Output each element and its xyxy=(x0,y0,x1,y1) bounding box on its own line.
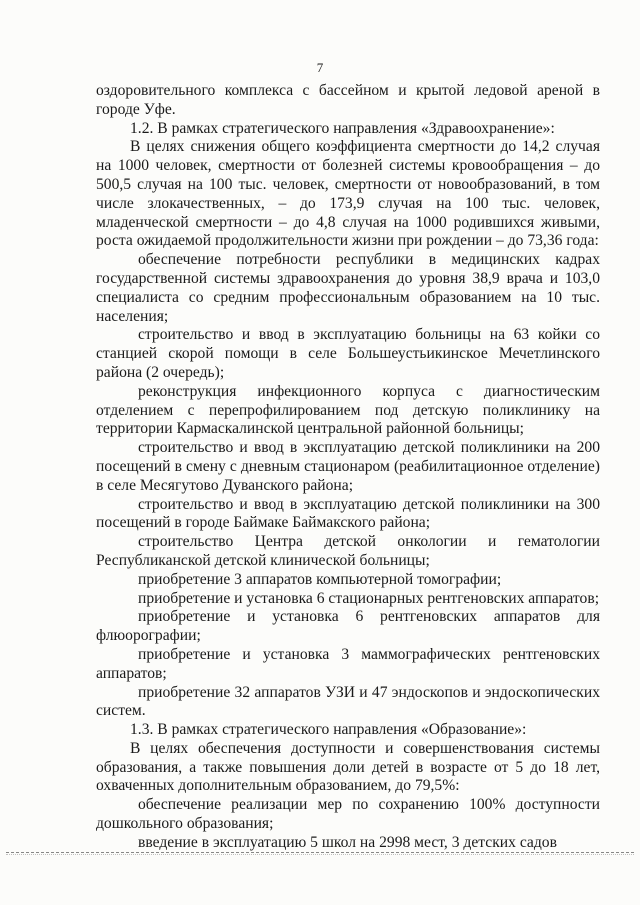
paragraph: В целях обеспечения доступности и совершенствования системы образования, а также повышения доли детей в возрасте от 5 до 18 лет, охваченных дополнительным образованием, до 79,5%: xyxy=(96,739,600,795)
list-item: введение в эксплуатацию 5 школ на 2998 мест, 3 детских садов xyxy=(138,833,557,851)
paragraph: В целях снижения общего коэффициента смертности до 14,2 случая на 1000 человек, смертности от болезней системы кровообращения – до 500,5 случая на 100 тыс. человек, смертности от новообразований, в том числе злокачественных, – до 173,9 случая на 100 тыс. человек, младенческой смертности – до 4,8 случая на 1000 родившихся живыми, роста ожидаемой продолжительности жизни при рождении – до 73,36 года: xyxy=(96,138,600,250)
list-item: строительство и ввод в эксплуатацию больницы на 63 койки со станцией скорой помощи в селе Большеустьикинское Мечетлинского района (2 очередь); xyxy=(96,326,600,381)
scan-edge-line xyxy=(6,852,634,853)
list-item: обеспечение реализации мер по сохранению 100% доступности дошкольного образования; xyxy=(96,796,600,833)
paragraph: оздоровительного комплекса с бассейном и крытой ледовой ареной в городе Уфе. xyxy=(96,82,600,118)
list-item: приобретение 32 аппаратов УЗИ и 47 эндоскопов и эндоскопических систем. xyxy=(96,683,600,720)
list-item: обеспечение потребности республики в медицинских кадрах государственной системы здравоохранения до уровня 38,9 врача и 103,0 специалиста со средним профессиональным образованием на 10 тыс. населения; xyxy=(96,251,600,325)
scan-edge-line xyxy=(6,854,634,855)
document-body xyxy=(96,82,600,853)
list-item: приобретение и установка 6 стационарных рентгеновских аппаратов; xyxy=(138,589,600,607)
list-item: реконструкция инфекционного корпуса с диагностическим отделением с перепрофилированием под детскую поликлинику на территории Кармаскалинской центральной районной больницы; xyxy=(96,382,600,438)
page-number: 7 xyxy=(316,60,324,75)
list-item: приобретение 3 аппаратов компьютерной томографии; xyxy=(138,570,502,588)
section-heading: 1.3. В рамках стратегического направления «Образование»: xyxy=(130,721,527,739)
section-heading: 1.2. В рамках стратегического направления «Здравоохранение»: xyxy=(130,119,555,137)
list-item: строительство Центра детской онкологии и гематологии Республиканской детской клинической больницы; xyxy=(96,533,600,569)
list-item: строительство и ввод в эксплуатацию детской поликлиники на 300 посещений в городе Баймаке Баймакского района; xyxy=(96,495,600,532)
list-item: приобретение и установка 6 рентгеновских аппаратов для флюорографии; xyxy=(96,608,600,645)
list-item: строительство и ввод в эксплуатацию детской поликлиники на 200 посещений в смену с дневным стационаром (реабилитационное отделение) в селе Месягутово Дуванского района; xyxy=(96,439,600,494)
list-item: приобретение и установка 3 маммографических рентгеновских аппаратов; xyxy=(96,645,600,682)
